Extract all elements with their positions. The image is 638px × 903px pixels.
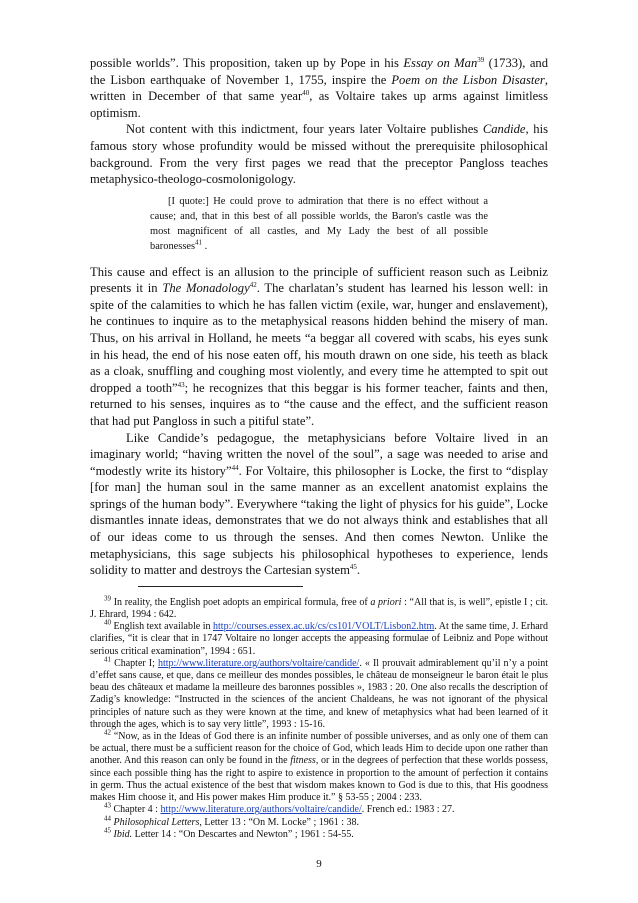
footnotes: [90, 594, 549, 841]
footnote-41: [90, 655, 549, 731]
title-poem-lisbon: Poem on the Lisbon Disaster: [391, 72, 545, 87]
title-essay-on-man: Essay on Man: [403, 56, 478, 70]
text: , as Voltaire takes up arms against limitless optimism.: [90, 89, 548, 120]
text: Not content with this indictment, four years later Voltaire publishes: [126, 122, 483, 137]
footnote-42: [90, 728, 548, 804]
text: . The charlatan’s student has learned his lesson well: in spite of the calamities to which he has fallen victim (exile, war, hunger and enslavement), he continues to inquire as to the metaphysical reasons hidden behind the misery of man. Thus, on his arrival in Holland, he meets “a beggar all covered with scabs, his eyes sunk in his head, the end of his nose eaten off, his mouth drawn on one side, his teeth as black as a cloak, snuffling and coughing most violently, and every time he attempted to spit out dropped a tooth”: [90, 281, 548, 395]
footnote-separator: [138, 586, 303, 597]
text: a priori: [370, 596, 402, 608]
footnote-number: 41: [104, 655, 111, 664]
text: (1733), and the Lisbon earthquake of November 1, 1755, inspire the: [90, 56, 548, 87]
footnote-number: 39: [104, 594, 111, 603]
text: Ibid.: [113, 828, 133, 840]
text: , Letter 13 : “On M. Locke” ; 1961 : 38.: [199, 816, 360, 828]
text: .: [356, 563, 361, 578]
text: , written in December of that same year: [90, 72, 548, 104]
footnote-ref-43[interactable]: 43: [177, 380, 185, 389]
text: possible worlds”. This proposition, taken up by Pope in his: [90, 56, 404, 70]
text: Letter 14 : “On Descartes and Newton” ; 1961 : 54-55.: [132, 828, 354, 840]
text: English text available in: [111, 621, 214, 633]
lisbon-text-link[interactable]: http://courses.essex.ac.uk/cs/cs101/VOLT/Lisbon2.htm: [213, 621, 435, 633]
text: ; he recognizes that this beggar is his former teacher, faints and then, returned to his senses, inquires as to “the cause and the effect, and the sufficient reason that had put Pangloss in such a pitiful state”.: [90, 380, 548, 428]
paragraph-3: [90, 264, 548, 430]
text: . French ed.: 1983 : 27.: [361, 804, 455, 816]
footnote-ref-41[interactable]: 41: [195, 238, 203, 247]
text: Philosophical Letters: [113, 816, 200, 828]
footnote-number: 44: [104, 814, 111, 823]
footnote-40: [90, 618, 548, 658]
text: fitness: [290, 755, 316, 767]
footnote-ref-45[interactable]: 45: [349, 563, 357, 572]
footnote-43: [90, 801, 548, 816]
title-candide: Candide: [482, 122, 526, 137]
paragraph-1: [90, 55, 548, 121]
paragraph-4: [90, 430, 548, 579]
paragraph-2: [90, 121, 548, 187]
title-monadology: The Monadology: [162, 281, 250, 296]
footnote-number: 43: [104, 801, 111, 810]
text: .: [202, 241, 208, 253]
text: . At the same time, J. Erhard clarifies, “it is clear that in 1747 Voltaire no longer accepts the appeasing formulae of Leibniz and Pope without serious critical examination”, 1994 : 651.: [90, 621, 548, 657]
footnote-45: [90, 826, 548, 841]
footnote-ref-40[interactable]: 40: [302, 89, 310, 97]
text: Chapter 4 :: [111, 804, 161, 816]
text: This cause and effect is an allusion to the principle of sufficient reason such as Leibniz presents it in: [90, 264, 548, 296]
text: . For Voltaire, this philosopher is Locke, the first to “display [for man] the human soul in the same manner as an excellent anatomist explains the springs of the human body”. Everywhere “taking the light of physics for his guide”, Locke dismantles innate ideas, demonstrates that we do not always think and establishes that all of our ideas come to us through the senses. And then comes Newton. Unlike the metaphysicians, this sage subjects his philosophical hypotheses to experience, lends solidity to matter and destroys the Cartesian system: [90, 463, 549, 578]
block-quote: [150, 194, 488, 255]
text: . « Il prouvait admirablement qu’il n’y a point d’effet sans cause, et que, dans ce meilleur des mondes possibles, le château de monseigneur le baron était le plus beau des châteaux et madame la meilleure des baronnes possibles », 1983 : 20. One also recalls the description of Zadig’s knowledge: “Instructed in the sciences of the ancient Chaldeans, he was not ignorant of the physical principles of nature such as they were known at the time, and knew of metaphysics what had been learned of it through the ages, which is to say very little”, 1993 : 15-16.: [90, 657, 549, 730]
candide-chapter4-link[interactable]: http://www.literature.org/authors/voltaire/candide/: [160, 804, 362, 816]
text: , his famous story whose profundity would be missed without the prerequisite philosophical background. From the very first pages we read that the preceptor Pangloss teaches metaphysico-theologo-cosmolonigology.: [90, 122, 548, 187]
text: “Now, as in the Ideas of God there is an infinite number of possible universes, and as only one of them can be actual, there must be a sufficient reason for the choice of God, which leads Him to decide upon one rather than another. And this reason can only be found in the: [90, 731, 548, 767]
footnote-44: [90, 814, 548, 829]
text: Chapter I;: [111, 657, 158, 669]
footnote-number: 42: [104, 728, 111, 737]
text: , or in the degrees of perfection that these worlds possess, since each possible thing has the right to aspire to existence in proportion to the amount of perfection it contains in germ. Thus the actual existence of the best that wisdom makes known to God is due to this, that His goodness makes Him choose it, and His power makes Him produce it.” § 53-55 ; 2004 : 233.: [90, 755, 548, 804]
text: In reality, the English poet adopts an empirical formula, free of: [111, 596, 371, 608]
footnote-ref-39[interactable]: 39: [477, 55, 485, 64]
footnote-ref-42[interactable]: 42: [249, 280, 257, 289]
quote-text: [I quote:] He could prove to admiration that there is no effect without a cause; and, that in this best of all possible worlds, the Baron's castle was the most magnificent of all castles, and My Lady the best of all possible baronesses: [150, 195, 488, 253]
footnote-39: [90, 594, 548, 621]
footnote-ref-44[interactable]: 44: [231, 463, 239, 472]
footnote-number: 40: [104, 618, 111, 627]
text: Like Candide’s pedagogue, the metaphysicians before Voltaire lived in an imaginary world; “having written the novel of the soul”, a sage was needed to arise and “modestly write its history”: [90, 430, 548, 478]
text: : “All that is, is well”, epistle I ; cit. J. Ehrard, 1994 : 642.: [90, 596, 548, 621]
footnote-number: 45: [104, 826, 111, 835]
page-number: 9: [316, 858, 322, 870]
page-content: [90, 55, 548, 841]
candide-link[interactable]: http://www.literature.org/authors/voltaire/candide/: [157, 657, 360, 669]
